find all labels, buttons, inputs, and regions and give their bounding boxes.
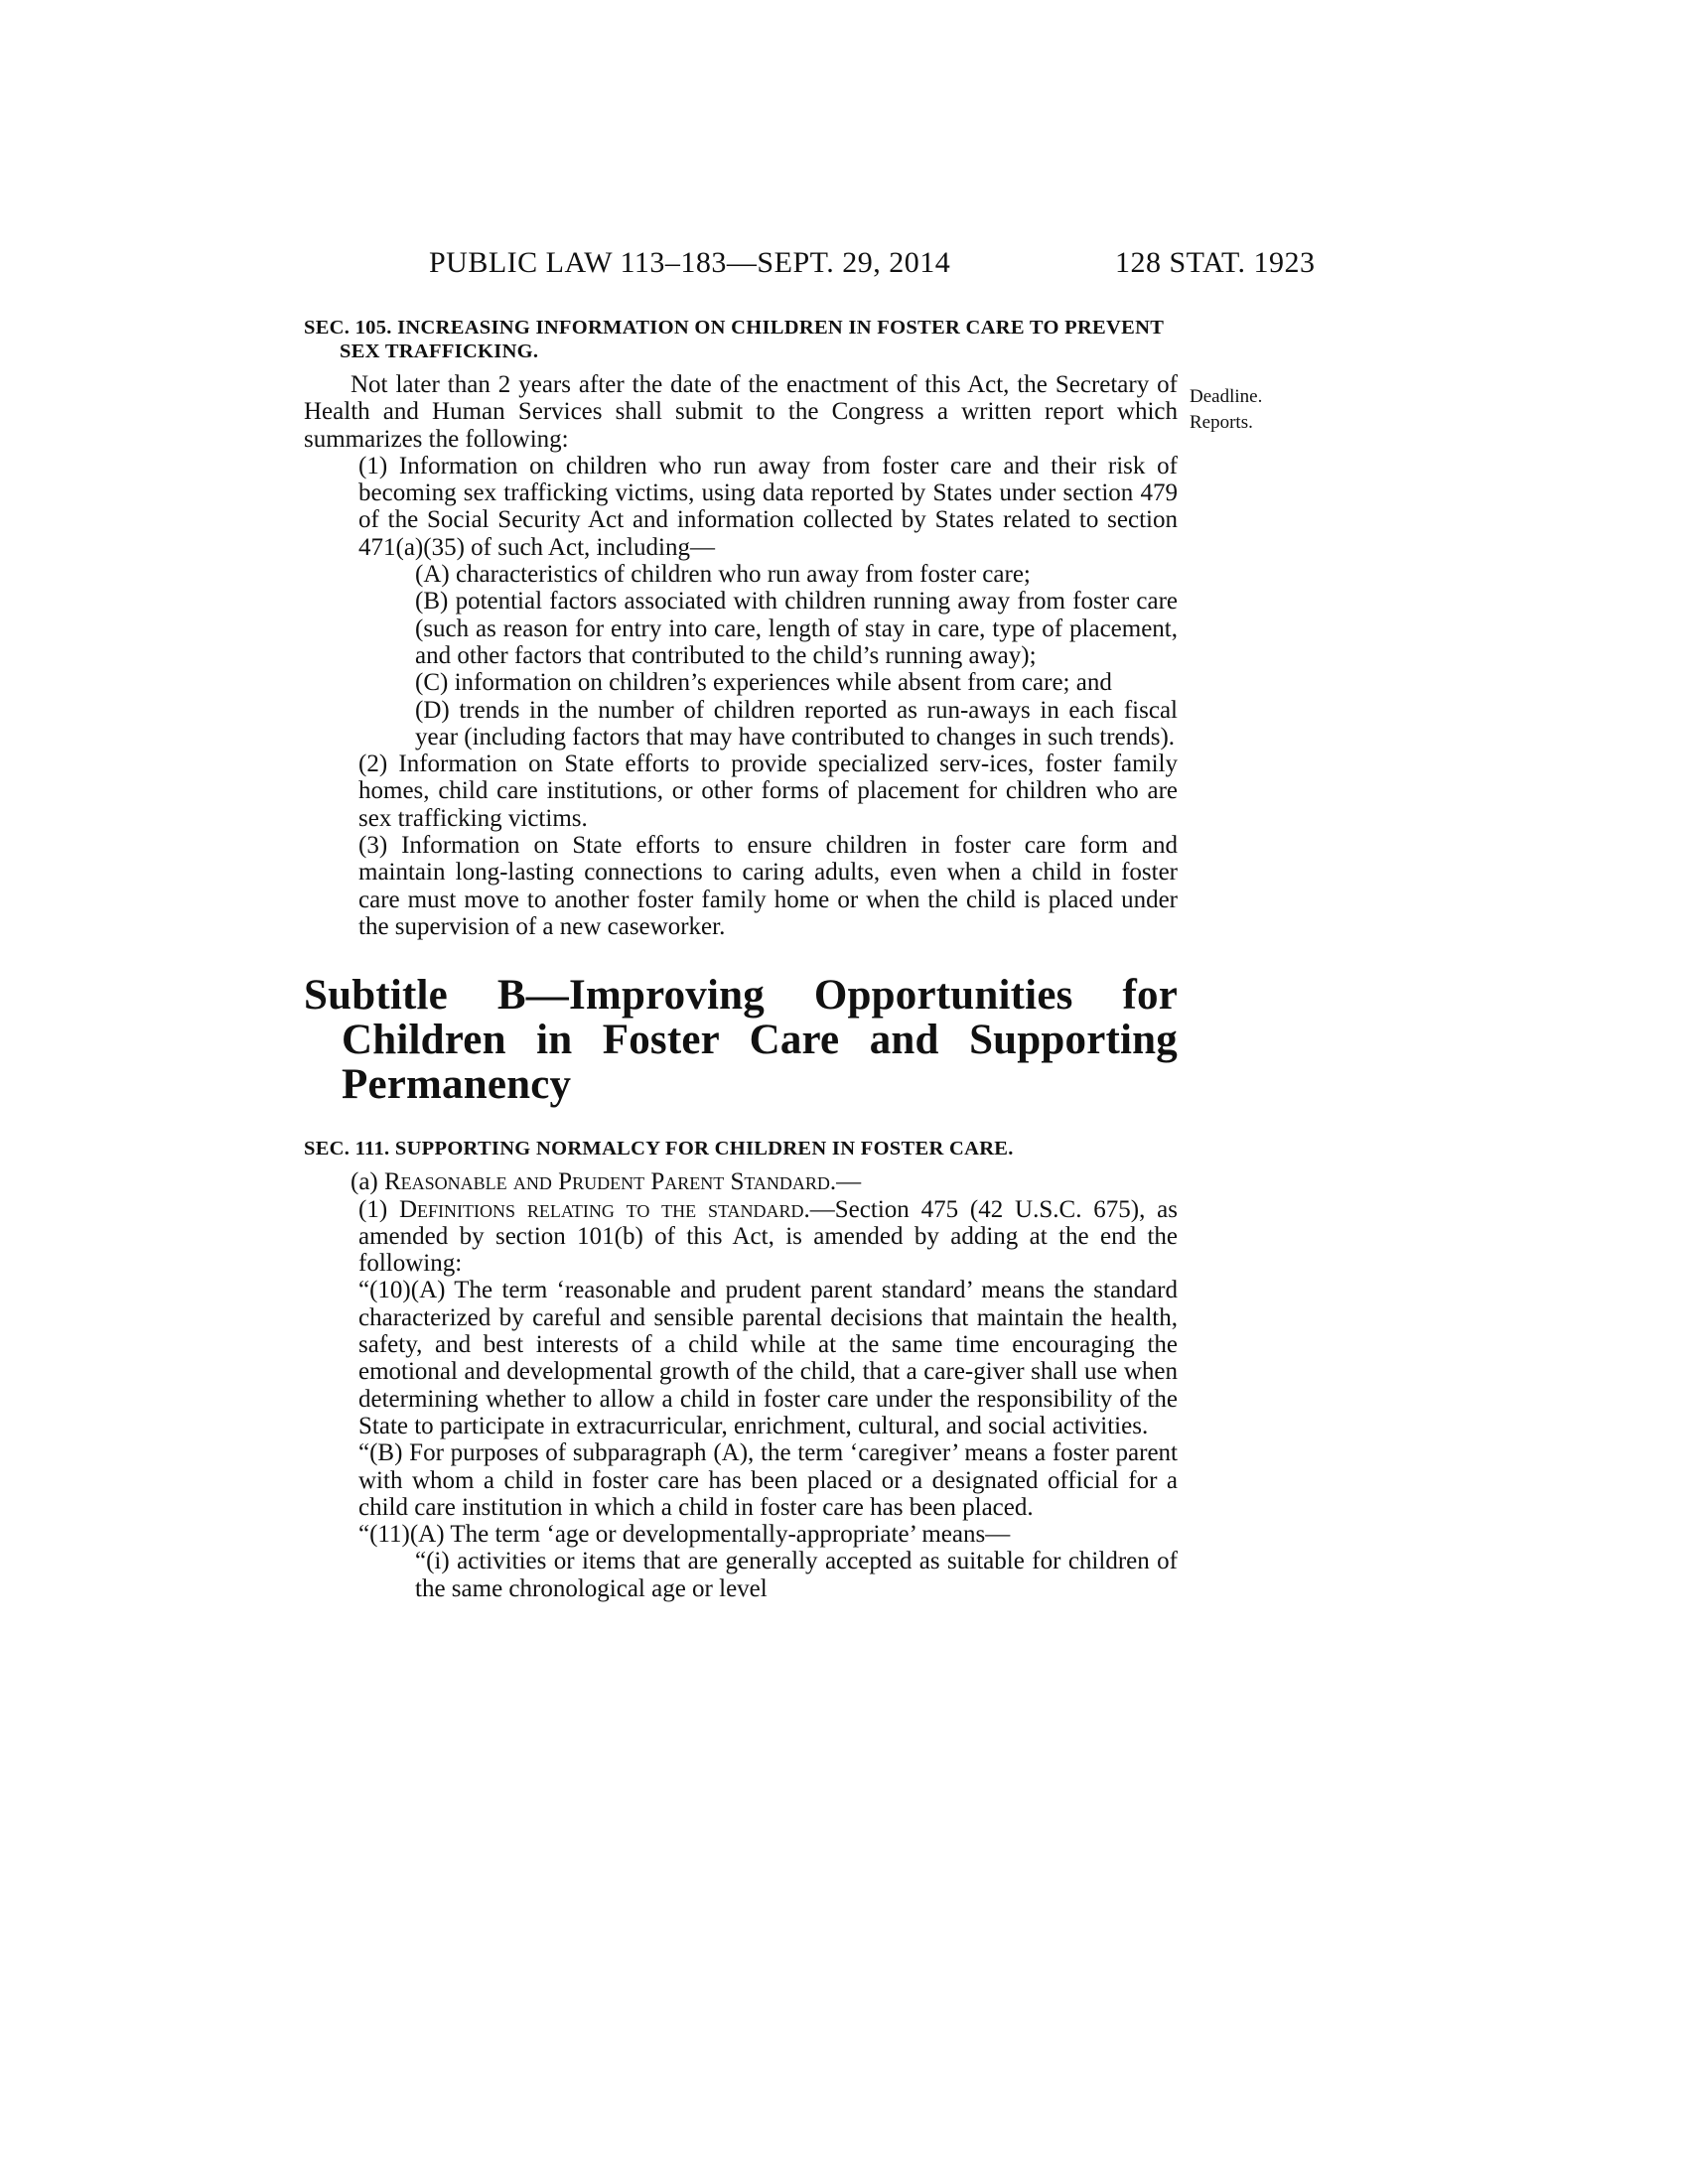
main-text-column — [304, 316, 1178, 1602]
section-105-item-1D: (D) trends in the number of children reported as run-aways in each fiscal year (including factors that may have contributed to changes in such trends). — [415, 696, 1178, 751]
paragraph-1-label: (1) — [358, 1195, 399, 1223]
law-title: PUBLIC LAW 113–183—SEPT. 29, 2014 — [429, 246, 951, 279]
section-105-item-1A: (A) characteristics of children who run away from foster care; — [415, 561, 1031, 589]
quoted-10B: “(B) For purposes of subparagraph (A), the term ‘caregiver’ means a foster parent with whom a child in foster care has been placed or a designated official for a child care institution in which a child in foster care has been placed. — [358, 1439, 1178, 1521]
margin-note-reports: Reports. — [1190, 412, 1253, 433]
subtitle-b-heading: Subtitle B—Improving Opportunities for Children in Foster Care and Supporting Permanency — [304, 972, 1178, 1109]
section-111-subsection-a — [304, 1168, 1178, 1195]
section-105-intro: Not later than 2 years after the date of the enactment of this Act, the Secretary of Health and Human Services shall submit to the Congress a written report which summarizes the following: — [304, 371, 1178, 453]
margin-notes — [1190, 384, 1319, 436]
section-105-heading: SEC. 105. INCREASING INFORMATION ON CHILDREN IN FOSTER CARE TO PREVENT SEX TRAFFICKING. — [304, 317, 1164, 362]
quoted-11A: “(11)(A) The term ‘age or developmentally-appropriate’ means— — [358, 1521, 1011, 1549]
stat-page-number: 128 STAT. 1923 — [1115, 246, 1316, 279]
subsection-a-caption: Reasonable and Prudent Parent Standard.— — [384, 1168, 862, 1196]
section-105-item-1C: (C) information on children’s experiences while absent from care; and — [415, 669, 1112, 697]
quoted-11A-i: “(i) activities or items that are generally accepted as suitable for children of the same chronological age or level — [415, 1548, 1178, 1602]
paragraph-1-text: —Section 475 (42 U.S.C. 675), as amended by section 101(b) of this Act, is amended by adding at the end the following: — [358, 1195, 1178, 1278]
paragraph-1-caption: Definitions relating to the standard. — [398, 1195, 810, 1223]
running-head — [0, 246, 1688, 286]
section-111-heading: SEC. 111. SUPPORTING NORMALCY FOR CHILDREN IN FOSTER CARE. — [304, 1138, 1014, 1160]
margin-note-deadline: Deadline. — [1190, 386, 1263, 407]
section-105-item-3: (3) Information on State efforts to ensure children in foster care form and maintain long-lasting connections to caring adults, even when a child in foster care must move to another foster family home or when the child is placed under the supervision of a new caseworker. — [358, 832, 1178, 940]
section-111-paragraph-1 — [304, 1196, 1178, 1278]
quoted-10A: “(10)(A) The term ‘reasonable and prudent parent standard’ means the standard characterized by careful and sensible parental decisions that maintain the health, safety, and best interests of a child while at the same time encouraging the emotional and developmental growth of the child, that a care-giver shall use when determining whether to allow a child in foster care under the responsibility of the State to participate in extracurricular, enrichment, cultural, and social activities. — [358, 1277, 1178, 1439]
section-105-item-2: (2) Information on State efforts to provide specialized serv-ices, foster family homes, child care institutions, or other forms of placement for children who are sex trafficking victims. — [358, 751, 1178, 832]
section-105-item-1B: (B) potential factors associated with children running away from foster care (such as reason for entry into care, length of stay in care, type of placement, and other factors that contributed to the child’s running away); — [415, 588, 1178, 669]
section-105-item-1 — [304, 453, 1178, 561]
section-105-item-1-text: (1) Information on children who run away from foster care and their risk of becoming sex trafficking victims, using data reported by States under section 479 of the Social Security Act and information collected by States related to section 471(a)(35) of such Act, including— — [358, 452, 1178, 561]
subsection-a-label: (a) — [351, 1168, 384, 1196]
